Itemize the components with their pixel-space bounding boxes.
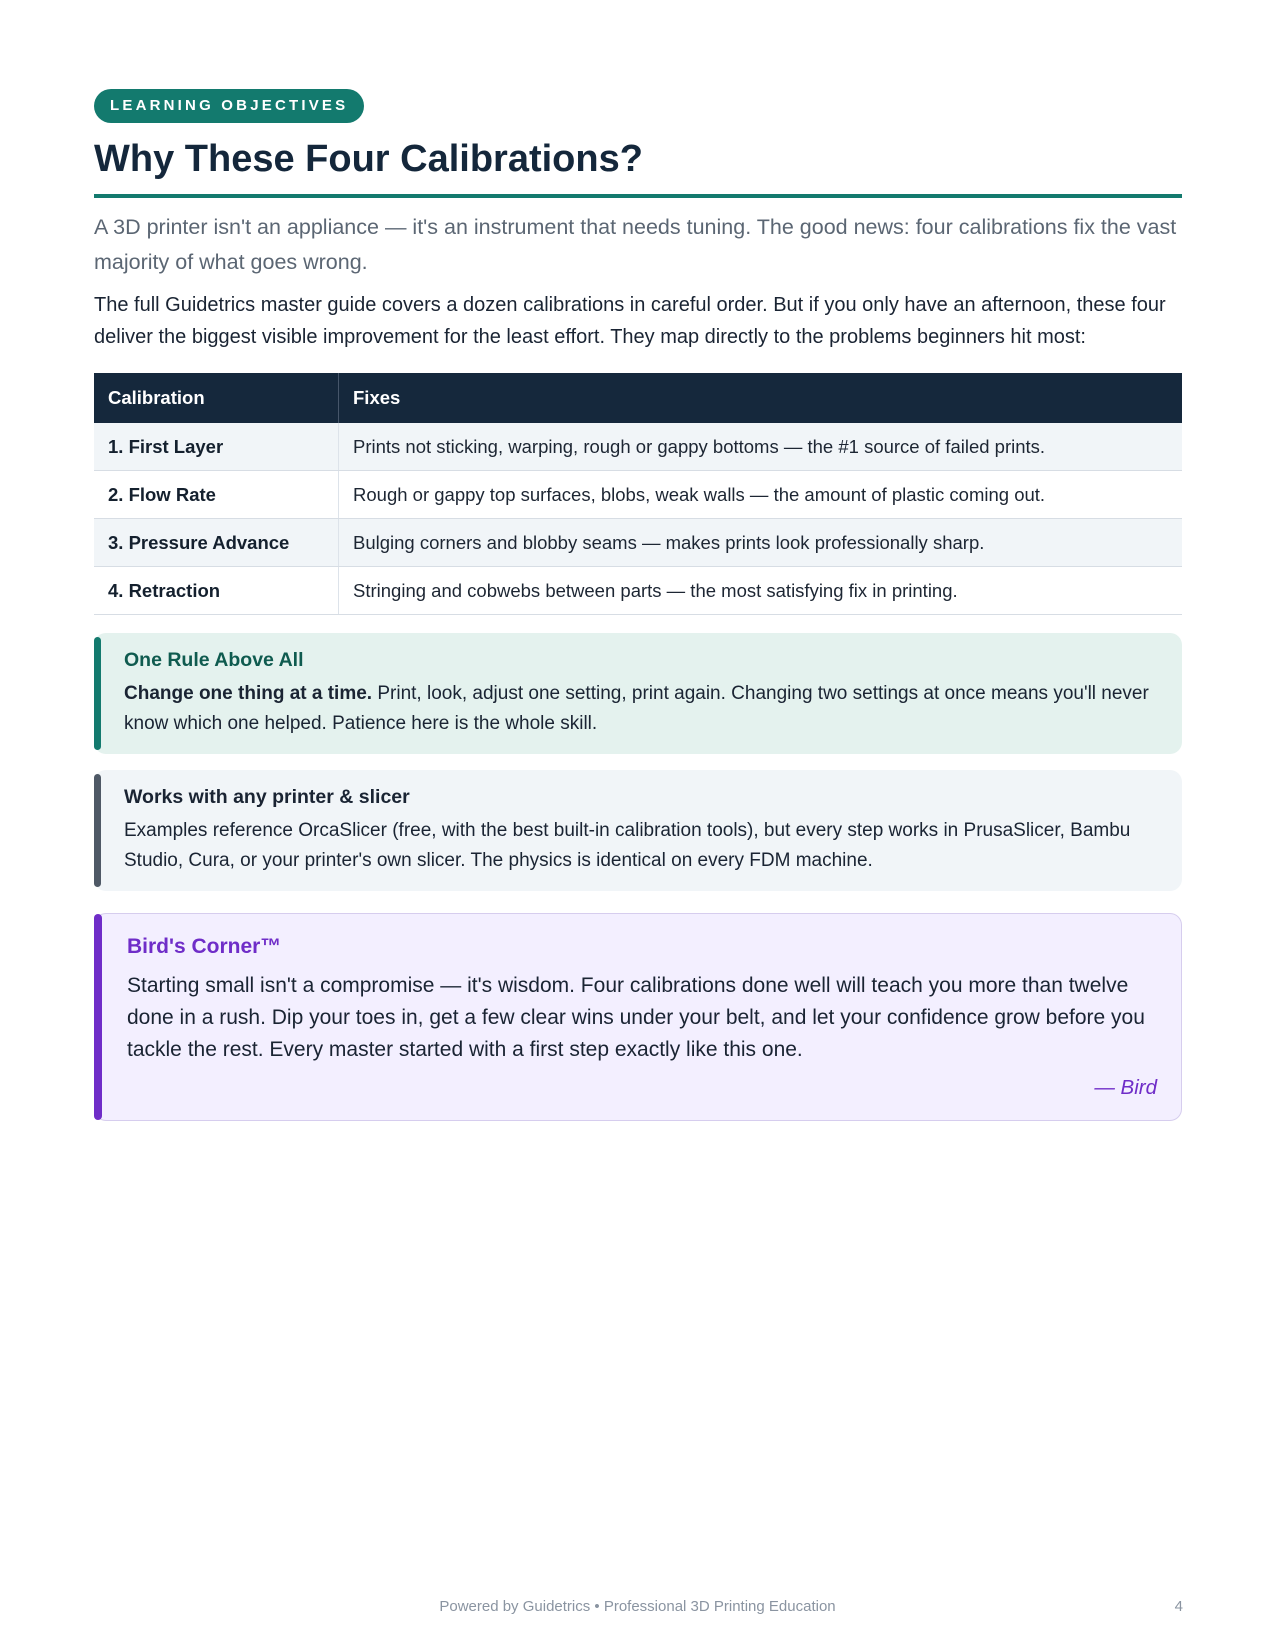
- rule-callout: [94, 633, 1182, 754]
- page-title: Why These Four Calibrations?: [94, 138, 643, 180]
- calibration-name: 3. Pressure Advance: [94, 519, 339, 567]
- callout-accent-bar: [94, 637, 101, 750]
- table-row: [94, 471, 1182, 519]
- rule-callout-title: One Rule Above All: [124, 649, 304, 671]
- section-badge: LEARNING OBJECTIVES: [94, 89, 364, 123]
- calibration-fixes: Prints not sticking, warping, rough or gappy bottoms — the #1 source of failed prints.: [339, 423, 1183, 471]
- lead-paragraph: A 3D printer isn't an appliance — it's an instrument that needs tuning. The good news: four calibrations fix the vast majority of what goes wrong.: [94, 215, 1177, 274]
- bird-corner-text: Starting small isn't a compromise — it's wisdom. Four calibrations done well will teach you more than twelve done in a rush. Dip your toes in, get a few clear wins under your belt, and let your confidence grow before you tackle the rest. Every master started with a first step exactly like this one.: [127, 974, 1145, 1061]
- callout-accent-bar: [94, 914, 102, 1120]
- callout-accent-bar: [94, 774, 101, 887]
- printer-callout-title: Works with any printer & slicer: [124, 786, 410, 808]
- calibration-fixes: Bulging corners and blobby seams — makes prints look professionally sharp.: [339, 519, 1183, 567]
- printer-callout: [94, 770, 1182, 891]
- calibration-name: 4. Retraction: [94, 567, 339, 615]
- intro-paragraph: The full Guidetrics master guide covers a dozen calibrations in careful order. But if you only have an afternoon, these four deliver the biggest visible improvement for the least effort. They map directly to the problems beginners hit most:: [94, 294, 1166, 348]
- rule-callout-bold-lead: Change one thing at a time.: [124, 683, 373, 704]
- calibration-name: 2. Flow Rate: [94, 471, 339, 519]
- table-row: [94, 423, 1182, 471]
- table-header-row: [94, 373, 1182, 423]
- printer-callout-text: Examples reference OrcaSlicer (free, with the best built-in calibration tools), but every step works in PrusaSlicer, Bambu Studio, Cura, or your printer's own slicer. The physics is identical on every FDM machine.: [124, 820, 1131, 871]
- calibration-table: [94, 373, 1182, 615]
- bird-corner-title: Bird's Corner™: [127, 935, 282, 958]
- column-header-calibration: Calibration: [94, 373, 339, 423]
- calibration-name: 1. First Layer: [94, 423, 339, 471]
- calibration-fixes: Stringing and cobwebs between parts — the most satisfying fix in printing.: [339, 567, 1183, 615]
- footer-text: Powered by Guidetrics • Professional 3D Printing Education: [439, 1598, 836, 1615]
- table-row: [94, 519, 1182, 567]
- table-row: [94, 567, 1182, 615]
- bird-corner-signature: — Bird: [1094, 1076, 1157, 1099]
- title-divider: [94, 194, 1182, 198]
- calibration-fixes: Rough or gappy top surfaces, blobs, weak walls — the amount of plastic coming out.: [339, 471, 1183, 519]
- rule-callout-body: Print, look, adjust one setting, print again. Changing two settings at once means you'll never know which one helped. Patience here is the whole skill.: [124, 683, 1149, 734]
- bird-corner-callout: [94, 913, 1182, 1121]
- page-number: 4: [1174, 1598, 1183, 1615]
- rule-callout-text: [124, 679, 1162, 738]
- page-content: [94, 89, 1182, 1121]
- column-header-fixes: Fixes: [339, 373, 1183, 423]
